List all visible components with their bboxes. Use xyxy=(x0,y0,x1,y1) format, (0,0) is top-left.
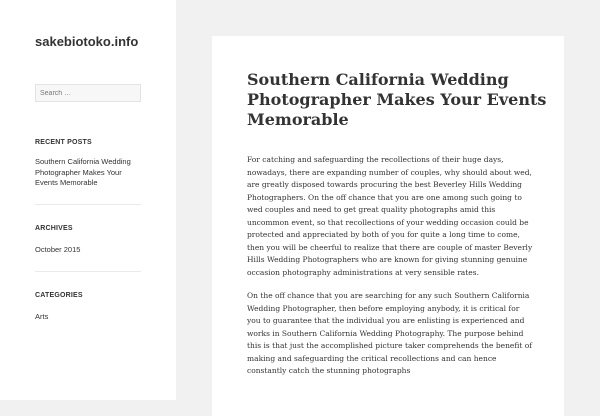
recent-posts-heading: RECENT POSTS xyxy=(35,139,92,146)
categories-heading: CATEGORIES xyxy=(35,292,83,299)
search-input[interactable] xyxy=(35,84,141,102)
post-card xyxy=(212,36,564,416)
archives-heading: ARCHIVES xyxy=(35,225,73,232)
post-title[interactable]: Southern California Wedding Photographer Makes Your Events Memorable xyxy=(247,70,547,129)
category-link-arts[interactable]: Arts xyxy=(35,312,49,321)
post-content xyxy=(247,154,533,389)
archive-link-october-2015[interactable]: October 2015 xyxy=(35,245,81,254)
site-title-link[interactable]: sakebiotoko.info xyxy=(35,34,139,49)
post-paragraph: For catching and safeguarding the recollections of their huge days, nowadays, there are expanding number of couples, why should about wed, are greatly disposed towards procuring the best Beverley Hills Wedding Photographers. On the off chance that you are one among such going to wed couples and need to get great quality photographs amid this uncommon event, so that recollections of your wedding occasion could be protected and appreciated by both of you for quite a long time to come, then you will be cheerful to realize that there are couple of master Beverly Hills Wedding Photographers who are known for giving stunning genuine occasion photography administrations at very sensible rates. xyxy=(247,155,533,277)
sidebar xyxy=(0,0,176,400)
widget-divider xyxy=(35,271,141,272)
post-paragraph: On the off chance that you are searching for any such Southern California Wedding Photographer, then before employing anybody, it is critical for you to guarantee that the individual you are enlisting is experienced and works in Southern California Wedding Photography. The purpose behind this is that just the accomplished picture taker comprehends the benefit of making and safeguarding the critical recollections and can hence constantly catch the stunning photographs xyxy=(247,291,533,375)
recent-post-link[interactable]: Southern California Wedding Photographer Makes Your Events Memorable xyxy=(35,157,131,187)
widget-divider xyxy=(35,204,141,205)
